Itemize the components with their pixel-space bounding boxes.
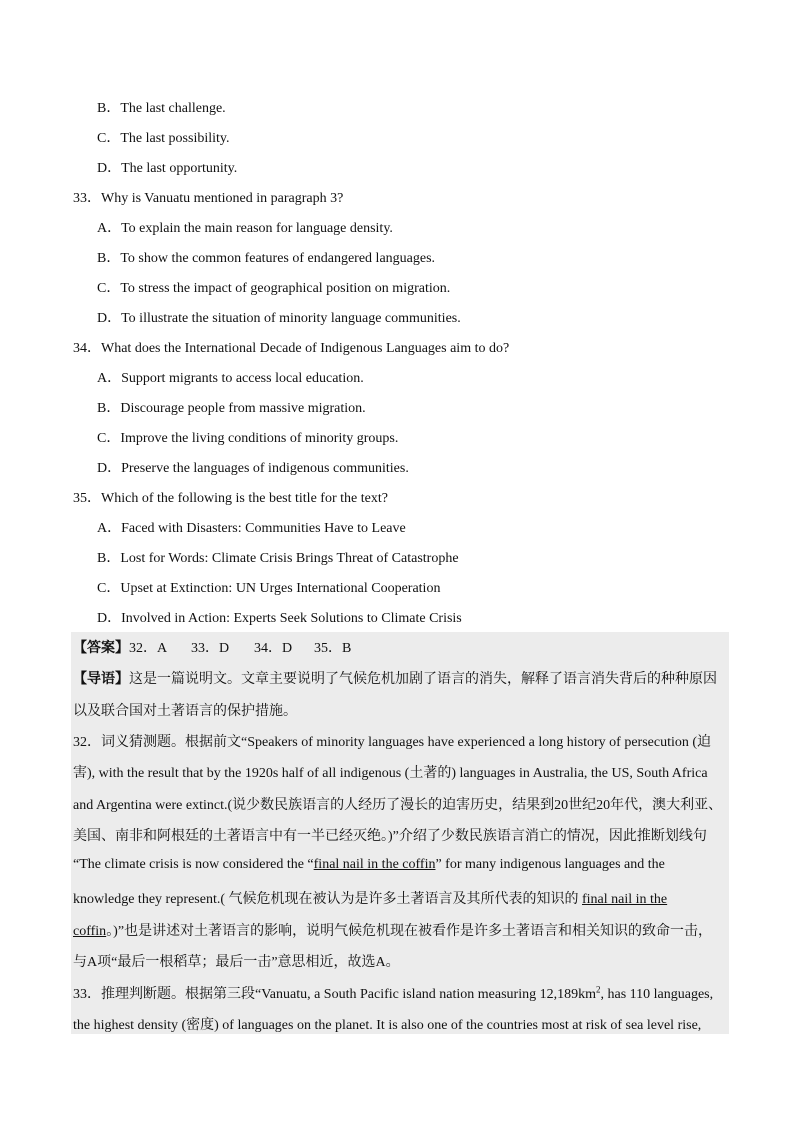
- underlined-phrase: final nail in the coffin: [313, 857, 436, 872]
- exp33-line-2: the highest density (密度) of languages on the planet. It is also one of the countries most at risk of sea level rise,: [73, 1018, 702, 1033]
- q35-stem: 35．Which of the following is the best title for the text?: [73, 491, 388, 506]
- exp32-line-5-a: “The climate crisis is now considered the “: [73, 857, 314, 872]
- q33-option-b: B．To show the common features of endangered languages.: [97, 251, 436, 266]
- q32-option-c: C．The last possibility.: [97, 131, 230, 146]
- q34-stem: 34．What does the International Decade of Indigenous Languages aim to do?: [73, 341, 510, 356]
- exp33-line-1-a: 33．推理判断题。根据第三段“Vanuatu, a South Pacific island nation measuring 12,189km: [73, 987, 596, 1002]
- exp32-line-1: 32．词义猜测题。根据前文“Speakers of minority languages have experienced a long history of persecution (迫: [73, 735, 712, 750]
- guide-line-2: 以及联合国对土著语言的保护措施。: [73, 704, 297, 719]
- guide-label: 【导语】: [73, 672, 129, 687]
- exp32-line-3: and Argentina were extinct.(说少数民族语言的人经历了漫长的迫害历史，结果到20世纪20年代，澳大利亚、: [73, 798, 723, 813]
- q34-option-b: B．Discourage people from massive migration.: [97, 401, 366, 416]
- superscript-2: 2: [596, 984, 601, 995]
- answer-line: [73, 637, 351, 657]
- exp32-line-8: 与A项“最后一根稻草；最后一击”意思相近，故选A。: [73, 955, 400, 970]
- exp32-line-5: [73, 857, 665, 873]
- exp32-line-7: [73, 920, 712, 940]
- exp33-line-1: [73, 983, 713, 1003]
- exp33-line-1-b: , has 110 languages,: [600, 987, 714, 1002]
- q32-option-d: D．The last opportunity.: [97, 161, 238, 176]
- q34-option-a: A．Support migrants to access local education.: [97, 371, 364, 386]
- exp32-line-7-b: 。)”也是讲述对土著语言的影响，说明气候危机现在被看作是许多土著语言和相关知识的致命一击，: [106, 924, 713, 939]
- answer-34: 34．D: [254, 641, 293, 656]
- answer-32: 32．A: [129, 641, 168, 656]
- q33-stem: 33．Why is Vanuatu mentioned in paragraph 3?: [73, 191, 344, 206]
- q35-option-b: B．Lost for Words: Climate Crisis Brings Threat of Catastrophe: [97, 551, 459, 566]
- underlined-phrase-2a: final nail in the: [582, 892, 668, 907]
- q33-option-d: D．To illustrate the situation of minority language communities.: [97, 311, 461, 326]
- exp32-line-2: 害), with the result that by the 1920s half of all indigenous (土著的) languages in Australia, the US, South Africa: [73, 766, 708, 781]
- exp32-line-4: 美国、南非和阿根廷的土著语言中有一半已经灭绝。)”介绍了少数民族语言消亡的情况，因此推断划线句: [73, 829, 707, 844]
- q35-option-d: D．Involved in Action: Experts Seek Solutions to Climate Crisis: [97, 611, 462, 626]
- answer-33: 33．D: [191, 641, 230, 656]
- exp32-line-6: [73, 888, 667, 908]
- q33-option-a: A．To explain the main reason for language density.: [97, 221, 393, 236]
- q32-option-b: B．The last challenge.: [97, 101, 226, 116]
- exp32-line-6-a: knowledge they represent.( 气候危机现在被认为是许多土著语言及其所代表的知识的: [73, 892, 582, 907]
- q35-option-c: C．Upset at Extinction: UN Urges International Cooperation: [97, 581, 441, 596]
- q34-option-d: D．Preserve the languages of indigenous communities.: [97, 461, 409, 476]
- q34-option-c: C．Improve the living conditions of minority groups.: [97, 431, 399, 446]
- q33-option-c: C．To stress the impact of geographical position on migration.: [97, 281, 451, 296]
- guide-line-1: [73, 668, 717, 688]
- q35-option-a: A．Faced with Disasters: Communities Have to Leave: [97, 521, 406, 536]
- underlined-phrase-2b: coffin: [73, 924, 107, 939]
- answer-35: 35．B: [314, 641, 352, 656]
- answer-label: 【答案】: [73, 641, 129, 656]
- exp32-line-5-b: ” for many indigenous languages and the: [435, 857, 665, 872]
- guide-text-1: 这是一篇说明文。文章主要说明了气候危机加剧了语言的消失，解释了语言消失背后的种种原因: [129, 672, 717, 687]
